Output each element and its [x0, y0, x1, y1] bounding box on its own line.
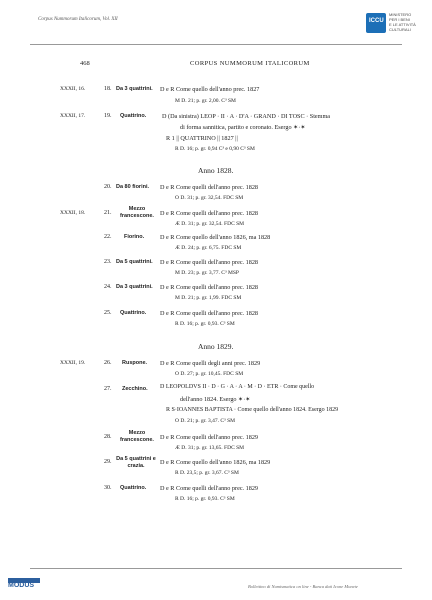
coin-metadata: Æ D. 31; p. gr. 32,54. FDC SM: [175, 221, 245, 227]
entry-number: 20.: [104, 184, 112, 190]
plate-ref: XXXII, 17.: [60, 113, 86, 119]
coin-label: Da 5 quattrini.: [116, 259, 153, 265]
coin-metadata: O D. 31; p. gr. 32,54. FDC SM: [175, 195, 244, 201]
coin-description: D e R Come quelli dell'anno prec. 1828: [160, 310, 259, 317]
coin-metadata: R D. 16; p. gr. 0,94 C³ e 0,90 C³ SM: [175, 146, 255, 152]
coin-label: Mezzo francescone.: [120, 206, 154, 219]
entry-number: 21.: [104, 210, 112, 216]
entry-number: 19.: [104, 113, 112, 119]
coin-description: D e R Come quelli degli anni prec. 1829: [160, 360, 261, 367]
coin-label: Quattrino.: [120, 113, 147, 119]
coin-description: D e R Come quelli dell'anno prec. 1829: [160, 485, 259, 492]
coin-description: D e R Come quello dell'anno 1826, ma 1829: [160, 459, 271, 466]
modus-logo: [8, 578, 40, 590]
coin-reverse: R 1 || QUATTRINO || 1827 ||: [166, 135, 238, 142]
coin-description: D e R Come quelli dell'anno prec. 1829: [160, 434, 259, 441]
header-divider: [30, 44, 402, 45]
coin-metadata: Æ D. 31; p. gr. 13,65. FDC SM: [175, 445, 245, 451]
coin-description: D LEOPOLDVS II · D · G · A · A · M · D · ETR · Come quello: [160, 384, 315, 390]
coin-reverse: R S·IOANNES BAPTISTA · Come quello dell'anno 1824. Esergo 1829: [166, 407, 339, 413]
entry-number: 25.: [104, 310, 112, 316]
year-heading: Anno 1828.: [198, 166, 234, 175]
coin-description: D e R Come quelli dell'anno prec. 1828: [160, 184, 259, 191]
coin-description: D e R Come quelli dell'anno prec. 1828: [160, 259, 259, 266]
coin-description: D e R Come quelli dell'anno prec. 1828: [160, 210, 259, 217]
coin-metadata: R D. 16; p. gr. 0,93. C³ SM: [175, 321, 235, 327]
coin-description: D e R Come quello dell'anno 1826, ma 1828: [160, 234, 271, 241]
ministry-logo: [366, 11, 426, 37]
coin-metadata: Æ D. 24; p. gr. 6,75. FDC SM: [175, 245, 242, 251]
ministry-line-2: PER I BENI: [389, 17, 410, 22]
entry-number: 18.: [104, 86, 112, 92]
coin-label: Ruspone.: [122, 360, 148, 366]
coin-label: Fiorino.: [124, 234, 145, 240]
ministry-line-1: MINISTERO: [389, 12, 412, 17]
coin-label: Quattrino.: [120, 310, 147, 316]
entry-number: 28.: [104, 434, 112, 440]
coin-description-line2: di forma sannitica, partito e coronato. Esergo ✶·✶: [180, 124, 306, 131]
plate-ref: XXXII, 19.: [60, 360, 86, 366]
coin-metadata: O D. 21; p. gr. 3,47. C³ SM: [175, 418, 236, 424]
entry-number: 27.: [104, 386, 112, 392]
ministry-line-4: CULTURALI: [389, 27, 411, 32]
coin-label: Quattrino.: [120, 485, 147, 491]
journal-header: Corpus Nummorum Italicorum, Vol. XII: [38, 17, 118, 22]
coin-metadata: M D. 21; p. gr. 1,99. FDC SM: [175, 295, 242, 301]
footer-text: Bollettino di Numismatica on line - Banca dati Icone Monete: [248, 584, 358, 589]
running-title: CORPUS NUMMORUM ITALICORUM: [190, 60, 310, 67]
year-heading: Anno 1829.: [198, 342, 234, 351]
page-number: 468: [80, 60, 90, 67]
coin-label: Zecchino.: [122, 386, 148, 392]
entry-number: 29.: [104, 459, 112, 465]
entry-number: 26.: [104, 360, 112, 366]
coin-metadata: M D. 23; p. gr. 3,77. C³ MSP: [175, 270, 239, 276]
coin-metadata: M D. 21; p. gr. 2,00. C³ SM: [175, 98, 236, 104]
coin-label: Da 3 quattrini.: [116, 86, 153, 92]
coin-label: Mezzo francescone.: [120, 430, 154, 443]
coin-description-line2: dell'anno 1824. Esergo ✶·✶: [180, 396, 251, 403]
ministry-line-3: E LE ATTIVITÀ: [389, 22, 416, 27]
entry-number: 22.: [104, 234, 112, 240]
coin-metadata: R D. 16; p. gr. 0,93. C³ SM: [175, 496, 235, 502]
plate-ref: XXXII, 16.: [60, 86, 86, 92]
coin-description: D e R Come quello dell'anno prec. 1827: [160, 86, 260, 93]
entry-number: 30.: [104, 485, 112, 491]
iccu-logo-icon: ICCU: [366, 13, 386, 33]
entry-number: 23.: [104, 259, 112, 265]
coin-description: D e R Come quelli dell'anno prec. 1828: [160, 284, 259, 291]
plate-ref: XXXII, 18.: [60, 210, 86, 216]
modus-logo-text: MODUS: [8, 582, 35, 589]
coin-metadata: R D. 23,5; p. gr. 3,67. C³ SM: [175, 470, 239, 476]
coin-label: Da 3 quattrini.: [116, 284, 153, 290]
coin-description: D (Da sinistra) LEOP · II · A · D'A · GRAND · DI TOSC · Stemma: [162, 113, 331, 120]
coin-metadata: O D. 27; p. gr. 10,45. FDC SM: [175, 371, 244, 377]
entry-number: 24.: [104, 284, 112, 290]
coin-label: Da 80 fiorini.: [116, 184, 150, 190]
coin-label: Da 5 quattrini e crazia.: [116, 456, 156, 469]
footer-divider: [30, 568, 402, 569]
